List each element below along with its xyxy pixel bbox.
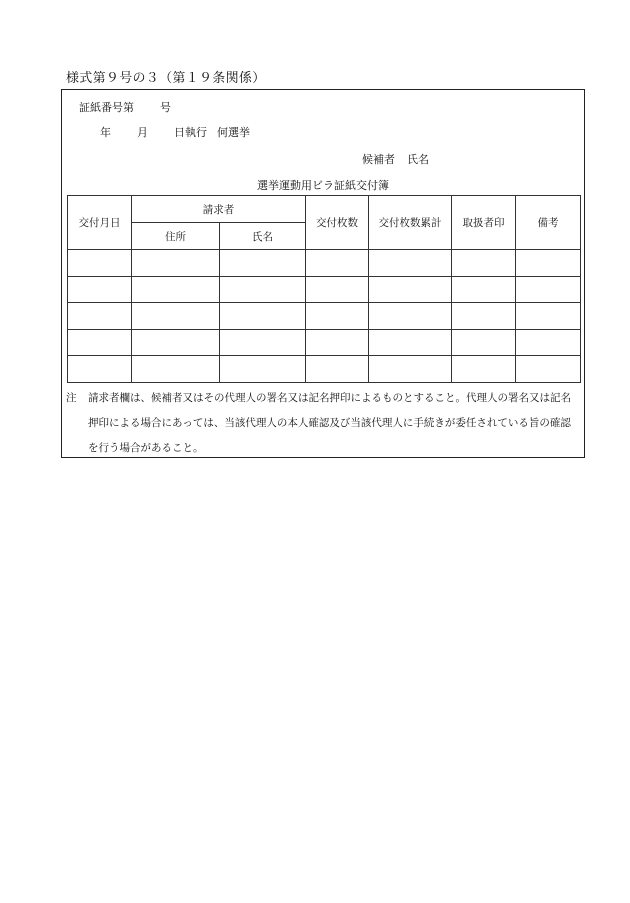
header-name: 氏名 bbox=[220, 223, 306, 250]
table-cell[interactable] bbox=[132, 250, 220, 277]
table-cell[interactable] bbox=[132, 303, 220, 330]
header-date: 交付月日 bbox=[68, 196, 132, 250]
ledger-title: 選挙運動用ビラ証紙交付簿 bbox=[257, 179, 389, 192]
table-row bbox=[68, 329, 581, 356]
table-cell[interactable] bbox=[68, 276, 132, 303]
ledger-table bbox=[67, 195, 581, 383]
table-cell[interactable] bbox=[516, 250, 581, 277]
header-requester: 請求者 bbox=[132, 196, 306, 223]
table-cell[interactable] bbox=[68, 329, 132, 356]
note-text: 請求者欄は、候補者又はその代理人の署名又は記名押印によるものとすること。代理人の署名又は記名押印による場合にあっては、当該代理人の本人確認及び当該代理人に手続きが委任されている旨の確認を行う場合があること。 bbox=[88, 392, 571, 454]
table-cell[interactable] bbox=[452, 329, 516, 356]
table-cell[interactable] bbox=[220, 356, 306, 383]
form-frame bbox=[61, 89, 585, 458]
table-cell[interactable] bbox=[369, 250, 452, 277]
table-cell[interactable] bbox=[452, 276, 516, 303]
table-cell[interactable] bbox=[68, 356, 132, 383]
table-cell[interactable] bbox=[220, 250, 306, 277]
table-cell[interactable] bbox=[68, 250, 132, 277]
table-cell[interactable] bbox=[452, 250, 516, 277]
table-row bbox=[68, 276, 581, 303]
month-label: 月 bbox=[137, 126, 148, 139]
permit-suffix: 号 bbox=[160, 101, 171, 114]
table-cell[interactable] bbox=[132, 329, 220, 356]
permit-number-line bbox=[79, 99, 171, 115]
table-cell[interactable] bbox=[220, 303, 306, 330]
election-date-line bbox=[100, 124, 250, 140]
table-cell[interactable] bbox=[516, 356, 581, 383]
candidate-line bbox=[362, 151, 429, 167]
election-label: 何選挙 bbox=[217, 126, 250, 139]
table-cell[interactable] bbox=[516, 303, 581, 330]
note-mark: 注 bbox=[66, 392, 77, 404]
permit-label: 証紙番号第 bbox=[79, 101, 134, 114]
candidate-label: 候補者 bbox=[362, 153, 395, 166]
table-cell[interactable] bbox=[68, 303, 132, 330]
note bbox=[66, 386, 580, 461]
year-label: 年 bbox=[100, 126, 111, 139]
table-cell[interactable] bbox=[306, 276, 369, 303]
header-count: 交付枚数 bbox=[306, 196, 369, 250]
header-remarks: 備考 bbox=[516, 196, 581, 250]
table-cell[interactable] bbox=[306, 356, 369, 383]
table-cell[interactable] bbox=[452, 356, 516, 383]
table-cell[interactable] bbox=[132, 276, 220, 303]
table-cell[interactable] bbox=[132, 356, 220, 383]
table-cell[interactable] bbox=[369, 303, 452, 330]
header-handler-seal: 取扱者印 bbox=[452, 196, 516, 250]
table-row bbox=[68, 250, 581, 277]
table-cell[interactable] bbox=[306, 250, 369, 277]
header-cumulative: 交付枚数累計 bbox=[369, 196, 452, 250]
table-cell[interactable] bbox=[516, 329, 581, 356]
table-cell[interactable] bbox=[220, 329, 306, 356]
table-cell[interactable] bbox=[452, 303, 516, 330]
form-title: 様式第９号の３（第１９条関係） bbox=[66, 71, 266, 86]
table-cell[interactable] bbox=[369, 276, 452, 303]
table-cell[interactable] bbox=[306, 303, 369, 330]
day-exec-label: 日執行 bbox=[174, 126, 207, 139]
candidate-name-label: 氏名 bbox=[407, 153, 429, 166]
table-cell[interactable] bbox=[220, 276, 306, 303]
table-cell[interactable] bbox=[306, 329, 369, 356]
table-cell[interactable] bbox=[369, 356, 452, 383]
header-address: 住所 bbox=[132, 223, 220, 250]
table-cell[interactable] bbox=[369, 329, 452, 356]
table-row bbox=[68, 356, 581, 383]
table-cell[interactable] bbox=[516, 276, 581, 303]
table-row bbox=[68, 303, 581, 330]
